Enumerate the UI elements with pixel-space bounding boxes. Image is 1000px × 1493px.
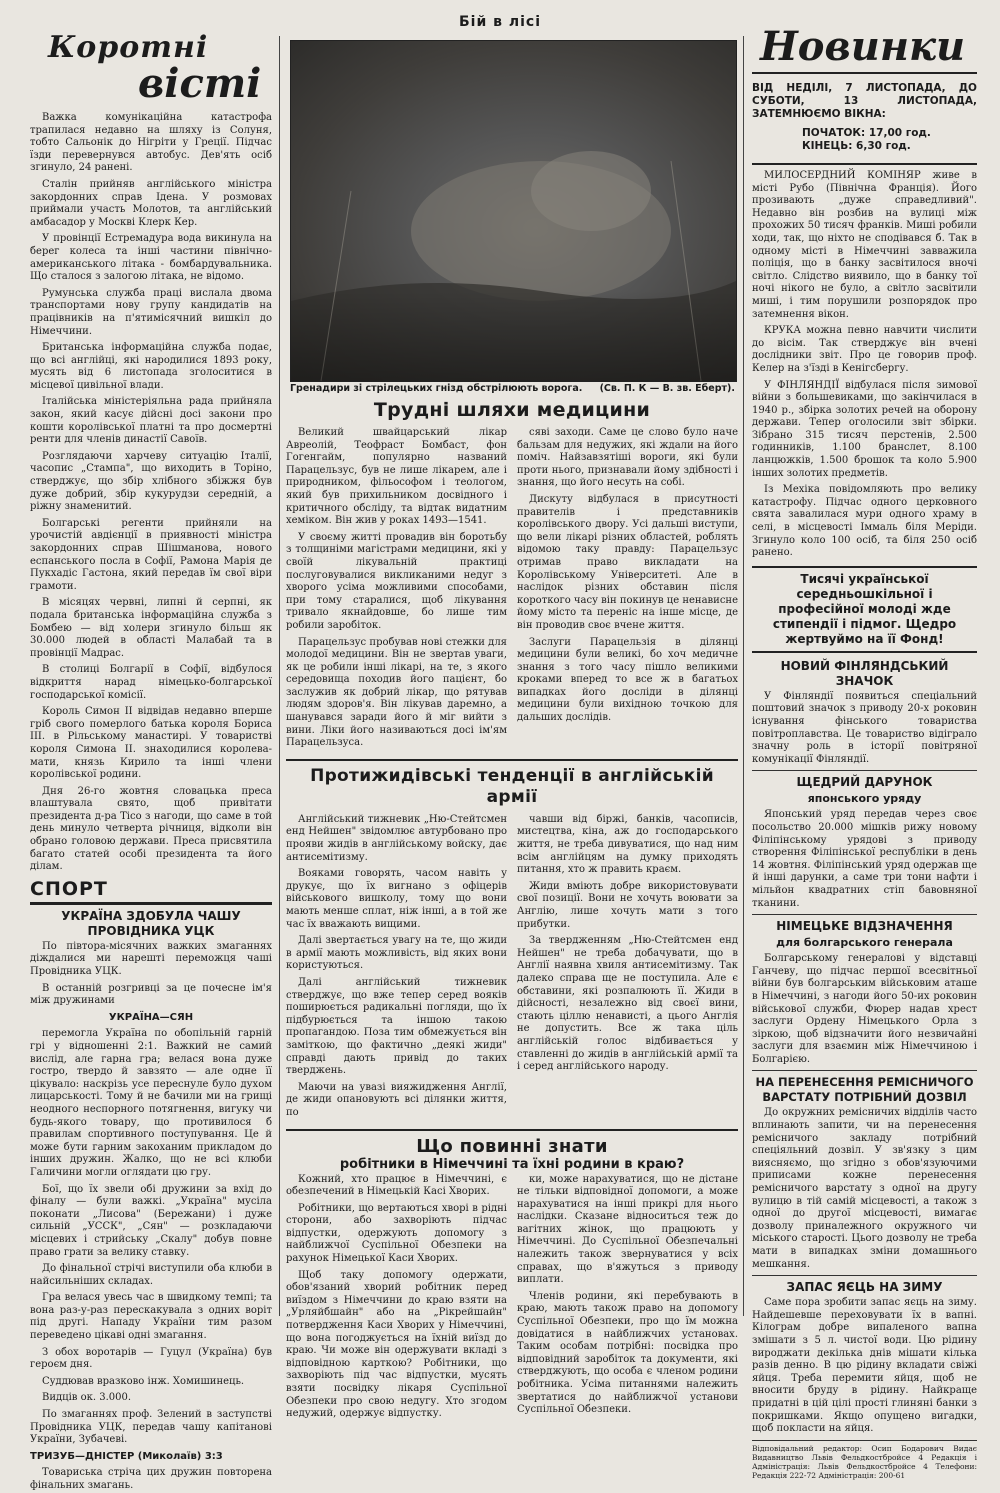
sport-paragraph: Гра велася увесь час в швидкому темпі; та вона раз-у-раз перескакувала з одних воріт під другі. Нападу України тим разом переведено цікаві одні змагання.	[30, 1292, 272, 1342]
german-award-title: НІМЕЦЬКЕ ВІДЗНАЧЕННЯ	[776, 919, 953, 934]
photo-caption-credit: (Св. П. К — В. зв. Еберт).	[599, 383, 735, 394]
divider	[752, 1070, 977, 1071]
know-title: Що повинні знати	[416, 1135, 608, 1157]
blackout-notice: ВІД НЕДІЛІ, 7 ЛИСТОПАДА, ДО СУБОТИ, 13 ЛИСТОПАДА, ЗАТЕМНЮЄМО ВІКНА:	[752, 82, 977, 120]
medicine-paragraph: У своєму житті провадив він боротьбу з толщиніми магістрами медицини, які у своїй лікувальній практиці послуговувалися викликаними недуг з хворого усіма можливими способами, при тому старалися, щоб лікування тривало якнайдовше, бо лише тим робили заробіток.	[286, 531, 507, 631]
medicine-title: Трудні шляхи медицини	[373, 399, 651, 421]
short-news-item: Британська інформаційна служба подає, що всі англійці, які народилися 1893 року, мусять від 6 листопада зголоситися в місцевої цивільної влади.	[30, 342, 272, 391]
left-column	[30, 22, 272, 1491]
army-paragraph: Далі англійський тижневик стверджує, що вже тепер серед вояків поширюється радикальні погляди, що їх підбурюється та іншою такою пропагандою. Поза тим обмежується він заміткою, що фактично „деякі жиди" справді дають привід до таких тверджень.	[286, 976, 507, 1077]
sport-referee: Суддював вразково інж. Хомишинець.	[42, 1375, 245, 1387]
know-col-1	[286, 1174, 507, 1425]
column-divider	[743, 36, 744, 1316]
know-subtitle: робітники в Німеччині та їхні родини в краю?	[339, 1156, 685, 1172]
novynky-paragraph: МИЛОСЕРДНИЙ КОМІНЯР живе в місті Рубо (Північна Франція). Його прозивають „дуже справедливий". Недавно він розбив на вулиці між прохожих 50 тисяч франків. Миші робили ходи, так, що ніхто не сподівався б. Так в одному місті в Німеччині завважила поліція, що в банку засвітилося вночі світло. Слідство виявило, що в банку тої ночі нікого не було, а світло засвітили миші, і тим порушили розпорядок про затемнення вікон.	[752, 170, 977, 320]
medicine-col-2	[517, 427, 738, 754]
blackout-end: КІНЕЦЬ: 6,30 год.	[802, 140, 911, 152]
army-paragraph: Вояками говорять, часом навіть у друкує, що їх вигнано з офіцерів військового вишколу, тому що вони мають менше сплат, ніж інші, а в той же час їх вважають вищими.	[286, 868, 507, 930]
army-paragraph: За твердженням „Ню-Стейтсмен енд Нейшен" не треба добачувати, що в Англії наявна хвиля антисемітизму. Так далеко справа ще не поступила. Але є обставини, які розпалюють її. Жиди в дійсності, незалежно від своєї вини, стають ціллю ненависті, а цього Англія не допустить. Все ж така ціль англійській голос відбивається у ставленні до жидів в англійській армії та і серед англійського народу.	[517, 935, 738, 1073]
short-news-title-2: вісті	[138, 60, 262, 107]
divider	[752, 770, 977, 771]
sport-match-1: УКРАЇНА—СЯН	[108, 1011, 194, 1023]
know-col-2	[517, 1174, 738, 1425]
medicine-body	[286, 427, 738, 754]
photo-caption	[290, 383, 735, 394]
short-news-header	[30, 22, 272, 112]
divider	[286, 1129, 738, 1131]
short-news-item: Важка комунікаційна катастрофа трапилася недавно на шляху із Солуня, тобто Сальонік до Нігріти у Греції. Підчас їзди перевернувся автобус. Дев'ять осіб згинуло, 24 ранені.	[30, 112, 272, 174]
divider	[286, 759, 738, 761]
short-news-title-1: Коротні	[48, 30, 209, 65]
sport-paragraph: З обох воротарів — Гуцул (Україна) був героєм дня.	[30, 1346, 272, 1371]
german-award-text: Болгарському генералові у відставці Ганчеву, що підчас першої всесвітньої війни був болгарським військовим аташе в Німеччині, з нагоди його 50-их роковин військової служби, Фюрер надав хрест заслуги Ордену Німецького Орла з зіркою, щоб відзначити його незвичайні заслуги для взаємин між Німеччиною і Болгарією.	[752, 953, 977, 1065]
sport-match-1-text: перемогла Україна по обопільній гарній грі у відношенні 2:1. Важкий не самий вислід, але гарна гра; велася вона дуже гостро, твердо й завзято — але одне її цікувало: наскрізь усе переснуле було духом лицарськості. Тому й не бачили ми на грищі неодного неспорного потягнення, вигуку чи будь-якого товару, що противилося б правилам спортивного поступування. Це й може бути гарним закоханим прикладом до інших дружин. Жалко, що не всі клюби Галичини могли оглядати цю гру.	[30, 1028, 272, 1178]
battle-photo	[290, 40, 737, 382]
army-paragraph: Жиди вміють добре використовувати свої позиції. Вони не хочуть воювати за Англію, лише хочуть мати з того прибутки.	[517, 880, 738, 930]
sport-paragraph: Бої, що їх звели обі дружини за вхід до фіналу — були важкі. „Україна" мусіла поконати „Лисова" (Бережани) і дуже сильній „УССК", „Сян" — розкладаючи місцевих і стрийську „Скалу" добув повне право грати за велику ставку.	[30, 1183, 272, 1258]
gift-text: Японський уряд передав через своє посольство 20.000 мішків рижу новому Філіпінському урядові з приводу створення Філіпінської республіки в день 14 жовтня. Філіпінський уряд одержав ще й інші дарунки, а саме три тони нафти і мільйон квадратних стіп бавовняної тканини.	[752, 809, 977, 909]
army-col-1	[286, 814, 507, 1124]
medicine-paragraph: Великий швайцарський лікар Авреолій, Теофраст Бомбаст, фон Гогенгайм, популярно названий Парацельзус, був не лише лікарем, але і природником, фільософом і теологом, який був прихильником досвідного і критичного обсліду, та відтак видатним хеміком. Він жив у роках 1493—1541.	[286, 427, 507, 527]
german-award-subtitle: для болгарського генерала	[776, 936, 953, 950]
divider	[752, 1275, 977, 1276]
short-news-item: Сталін прийняв англійського міністра закордонних справ Ідена. У розмовах приймали участь Молотов, та англійський амбасадор у Москві Клерк Кер.	[30, 178, 272, 228]
novynky-title: Новинки	[752, 22, 977, 74]
medicine-paragraph: сяві заходи. Саме це слово було наче бальзам для недужих, які ждали на його поміч. Найзавзятіші вороги, які були проти нього, признавали йому здібності і знання, що його несуть на собі.	[517, 427, 738, 489]
sport-paragraph: В останній розгривці за це почесне ім'я між дружинами	[30, 982, 272, 1007]
sport-match-2: ТРИЗУБ—ДНІСТЕР (Миколаїв) 3:3	[30, 1450, 223, 1462]
divider	[752, 914, 977, 915]
masthead: Бій в лісі	[458, 14, 542, 30]
blackout-start: ПОЧАТОК: 17,00 год.	[802, 127, 931, 139]
novynky-paragraph: Із Мехіка повідомляють про велику катастрофу. Підчас одного церковного свята завалилася мури одного храму в селі, в місцевості Іммаль біля Меріди. Згинуло коло 100 осіб, та біля 250 осіб ранено.	[752, 484, 977, 559]
army-paragraph: Далі звертається увагу на те, що жиди в армії мають можливість, від яких вони користуються.	[286, 935, 507, 972]
know-paragraph: Кожний, хто працює в Німеччині, є обезпечений в Німецькій Касі Хворих.	[286, 1173, 507, 1198]
army-title: Протижидівські тенденції в англійській армії	[310, 765, 714, 807]
short-news-item: В місяцях червні, липні й серпні, як подала британська інформаційна служба з Бомбею — від холери згинуло більш як 30.000 людей в області Малабай та в провінції Мадрас.	[30, 597, 272, 659]
medicine-paragraph: Дискуту відбулася в присутності правителів і представників королівського двору. Усі дальші виступи, що вели лікарі різних областей, роблять відомою таку правду: Парацельзус отримав право викладати на Королівському Університеті. Але в наслідок різних обставин після короткого часу він покинув це ненависне йому місто та переніс на інше місце, де він проводив своє вчене життя.	[517, 493, 739, 631]
eggs-title: ЗАПАС ЯЄЦЬ НА ЗИМУ	[786, 1280, 943, 1295]
short-news-item: Італійська міністеріяльна рада прийняла закон, який касує дійсні досі закони про кошти королівської платні та про досмертні ренти для членів династії Савоїв.	[30, 396, 272, 446]
short-news-item: Король Симон II відвідав недавно вперше гріб свого померлого батька короля Бориса III. в Рільському манастирі. У товаристві короля Симона II. знаходилися королева-мати, князь Кирило та інші члени королівської родини.	[30, 706, 272, 781]
sport-award: По змаганнях проф. Зелений в заступстві Провідника УЦК, передав чашу капітанові України, Зубачеві.	[30, 1409, 272, 1446]
sport-heading: СПОРТ	[30, 878, 272, 905]
workshop-text: До окружних ремісничих відділів часто вплинають запити, чи на перенесення ремісничого закладу потрібний спеціяльний дозвіл. У зв'язку з цим виясняємо, що згідно з обов'язуючими приписами кожне перенесення ремісничого варстату з одної на другу вулицю в тій самій місцевості, а також з одної до другої місцевості, вимагає дозволу приналежного окружного чи міського старості. Цього дозволу не треба мати в випадках зміни домашнього мешкання.	[752, 1107, 977, 1270]
fund-appeal: Тисячі української середньошкільної і професійної молоді жде стипендії і підмог. Щедро жертвуймо на її Фонд!	[752, 566, 977, 653]
sport-article-title: УКРАЇНА ЗДОБУЛА ЧАШУ ПРОВІДНИКА УЦК	[61, 908, 241, 938]
novynky-paragraph: У ФІНЛЯНДІЇ відбулася після зимової війни з большевиками, що закінчилася в 1940 р., збірка золотих речей на оборону держави. Тепер оголосили звіт збірки. Зібрано 315 тисяч перстенів, 2.500 годинників, 1.100 бранслет, 8.100 ланцюжків, 1.500 брошок та коло 5.900 інших золотих предметів.	[752, 379, 977, 479]
gift-title: ЩЕДРИЙ ДАРУНОК	[796, 775, 933, 790]
short-news-item: В столиці Болгарії в Софії, відбулося відкриття нарад німецько-болгарської господарської комісії.	[30, 664, 272, 701]
short-news-list	[30, 112, 272, 874]
sport-match-2-text: Товариська стріча цих дружин повторена фінальних змагань.	[30, 1467, 272, 1491]
medicine-paragraph: Заслуги Парацельзія в ділянці медицини були великі, бо хоч медичне знання з того часу пішло великими кроками вперед то все ж в багатьох випадках його досліди в ділянці медицини були вихідною точкою для дальших дослідів.	[517, 636, 738, 724]
medicine-col-1	[286, 427, 507, 754]
sport-paragraph: По півтора-місячних важких змаганнях діждалися ми нарешті переможця чаші Провідника УЦК.	[30, 940, 272, 978]
short-news-item: Дня 26-го жовтня словацька преса влаштувала свято, щоб привітати президента д-ра Тісо з нагоди, що саме в той день минуло четверта річниця, відколи він обрано головою держави. Преса присвятила багато статей особі президента та його ділам.	[30, 785, 272, 873]
sport-paragraph: До фінальної стрічі виступили оба клюби в найсильніших складах.	[30, 1263, 272, 1287]
know-paragraph: ки, може нарахуватися, що не дістане не тільки відповідної допомоги, а може нарахуватися на інші прикрі для нього наслідки. Сказане відноситься теж до вагітних жінок, що працюють у Німеччині. До Суспільної Обезпечальні належить також звернуватися у всіх справах, що в'яжуться з приводу виплати.	[517, 1173, 738, 1286]
short-news-item: У провінції Естремадура вода викинула на берег колеса та інші частини північно-американського літака - бомбардувальника. Що сталося з залогою літака, не відомо.	[30, 233, 272, 283]
workshop-title: НА ПЕРЕНЕСЕННЯ РЕМІСНИЧОГО ВАРСТАТУ ПОТРІБНИЙ ДОЗВІЛ	[755, 1075, 974, 1105]
medicine-paragraph: Парацельзус пробував нові стежки для молодої медицини. Він не звертав уваги, як це робили інші лікарі, на те, з якого середовища походив його пацієнт, бо заслужив як добрий лікар, що рятував людям здоров'я. Він лікував даремно, а шанувався заради його й міг вийти з вини. Ліки його називаються досі ім'ям Парацельзуса.	[286, 636, 507, 749]
know-paragraph: Членів родини, які перебувають в краю, мають також право на допомогу Суспільної Обезпеки, про що їм можна довідатися в найближчих установах. Таким особам потрібні: посвідка про відповідний заробіток та документи, які стверджують, що особа є членом родини робітника. Усіма питаннями належить звертатися до найближчої установи Суспільної Обезпеки.	[517, 1290, 738, 1416]
novynky-paragraph: КРУКА можна певно навчити числити до вісім. Так стверджує він вчені дослідники звіт. Про це говорив проф. Келер на з'їзді в Кенігсбергу.	[752, 325, 977, 374]
army-paragraph: Маючи на увазі вияжидження Англії, де жиди опановують всі ділянки життя, по	[286, 1081, 507, 1118]
short-news-item: Розглядаючи харчеву ситуацію Італії, часопис „Стампа", що виходить в Торіно, стверджує, що збір хлібного збіжжя був дуже добрий, збір кукурудзи середній, а ріжну знаменитий.	[30, 450, 272, 513]
photo-caption-text: Гренадири зі стрілецьких гнізд обстрілюють ворога.	[290, 383, 583, 394]
gift-subtitle: японського уряду	[807, 792, 922, 806]
column-divider	[279, 36, 280, 1316]
photo-shadow	[291, 291, 736, 381]
sport-attendance: Видців ок. 3.000.	[42, 1392, 132, 1404]
finnish-stamp-title: НОВИЙ ФІНЛЯНДСЬКИЙ ЗНАЧОК	[780, 658, 949, 688]
army-col-2	[517, 814, 738, 1124]
short-news-item: Румунська служба праці вислала двома транспортами нову групу кандидатів на працівників на п'ятимісячний вишкіл до Німеччини.	[30, 287, 272, 337]
know-body	[286, 1174, 738, 1425]
finnish-stamp-text: У Фінляндії появиться спеціальний поштовий значок з приводу 20-х роковин існування фінського товариства повітроплавства. Це товариство відіграло значну роль в історії повітряної комунікації Фінляндії.	[752, 690, 977, 765]
know-paragraph: Робітники, що вертаються хворі в рідні сторони, або захворіють підчас відпустки, одержують допомогу з найближчої Суспільної Обезпеки на рахунок Німецької Каси Хворих.	[286, 1202, 507, 1265]
short-news-item: Болгарські регенти прийняли на урочистій авдієнції в приявності міністра закордонних справ Шішманова, нового еспанського посла в Софії, Рамона Марія де Пукхадіс Гастона, який передав їм свої віри грамоти.	[30, 517, 272, 592]
eggs-text: Саме пора зробити запас яєць на зиму. Найдешевше переховувати їх в вапні. Кілограм добре випаленого вапна змішати з 5 л. чистої води. Цю рідину вироджати декілька днів мішати кілька разів денно. В цю рідину вкладати свіжі яйця. Треба перемити яйця, щоб не вносити бруду в рідину. Найкраще придатні в цій цілі прості глиняні банки з покришками. Якщо опущено вигадки, щоб покласти на яйця.	[752, 1297, 977, 1435]
army-paragraph: чавши від біржі, банків, часописів, мистецтва, кіна, аж до господарського життя, не треба дивуватися, що над ним всім англійцям на думку приходять питання, хто ж править краєм.	[517, 813, 738, 876]
army-body	[286, 814, 738, 1124]
right-column	[752, 22, 977, 1480]
divider	[752, 163, 977, 165]
editorial-footer: Відповідальний редактор: Осип Бодарович Видає Видавництво Львів Фельдкостбройсе 4 Редакція і Адміністрація: Львів Фельдкостбройсе 4 Телефони: Редакція 222-72 Адміністрація: 200-61	[752, 1440, 977, 1480]
army-paragraph: Англійський тижневик „Ню-Стейтсмен енд Нейшен" звідомлює автурбовано про прояви жидів в англійському войску, дає антисемітизму.	[286, 813, 507, 863]
center-column	[286, 398, 739, 1420]
know-paragraph: Щоб таку допомогу одержати, обов'язаний хворий робітник перед виїздом з Німеччини до краю взяти на „Урляйбшайн" або на „Рікрейшайн" потвердження Каси Хворих у Німеччині, що вона погоджується на їхній виїзд до краю. Чи може він одержувати вкладі з відповідною карткою? Робітники, що захворіють під час відпустки, мусять взяти посвідку лікаря Суспільної Обезпеки про свою недугу. Хто згодом недужий, одержує відпустку.	[286, 1269, 507, 1420]
